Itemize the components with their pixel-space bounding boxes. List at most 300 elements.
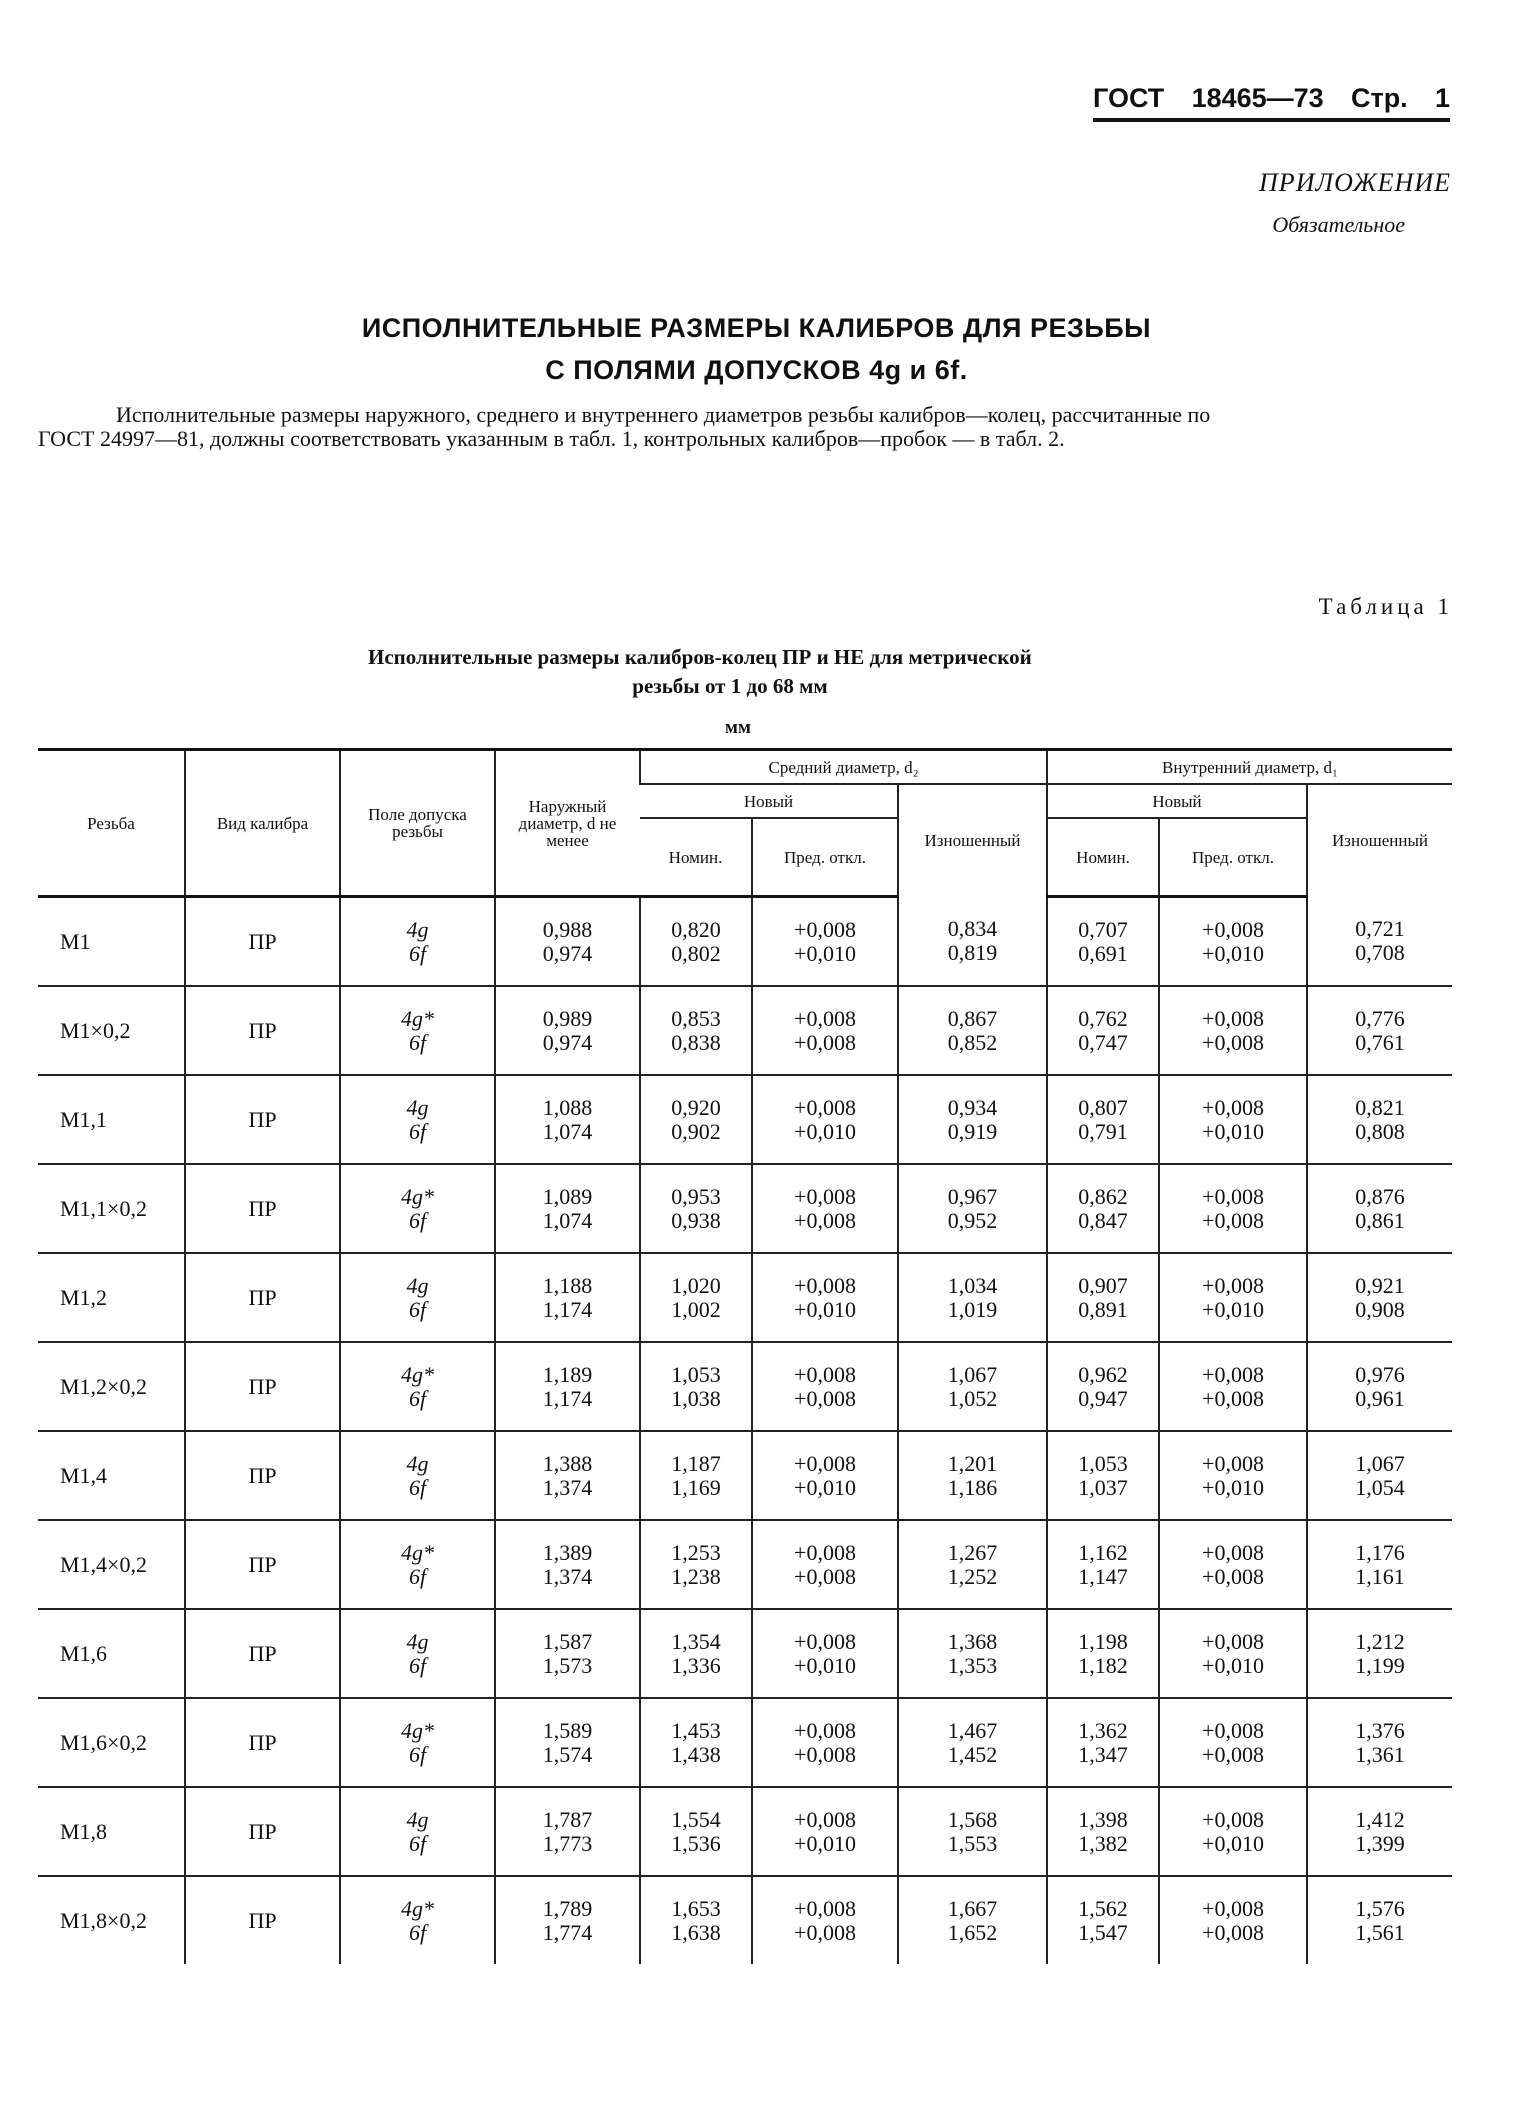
cell-outer-diameter-value: 1,574 bbox=[542, 1741, 593, 1767]
document-title-line-2: С ПОЛЯМИ ДОПУСКОВ 4g и 6f. bbox=[545, 355, 968, 385]
cell-tolerance-field bbox=[340, 1342, 495, 1431]
cell-tolerance-field-value: 6f bbox=[408, 1385, 427, 1411]
table-row bbox=[38, 1876, 1452, 1964]
table-row bbox=[38, 1609, 1452, 1698]
cell-inner-nominal-value: 1,562 bbox=[1078, 1895, 1128, 1921]
cell-tolerance-field bbox=[340, 1075, 495, 1164]
cell-gauge-type: ПР bbox=[185, 1164, 340, 1253]
cell-mean-nominal-value: 0,838 bbox=[671, 1029, 721, 1055]
cell-outer-diameter-value: 0,974 bbox=[542, 1029, 593, 1055]
cell-mean-nominal-value: 1,253 bbox=[671, 1539, 721, 1565]
cell-mean-nominal bbox=[640, 897, 752, 987]
cell-tolerance-field-value: 4g bbox=[406, 1272, 429, 1298]
cell-inner-nominal-value: 0,691 bbox=[1078, 940, 1128, 966]
cell-inner-worn-value: 0,761 bbox=[1355, 1029, 1405, 1055]
cell-mean-nominal-value: 1,354 bbox=[671, 1628, 721, 1654]
cell-inner-nominal-value: 1,147 bbox=[1078, 1563, 1128, 1589]
cell-mean-worn-value: 0,834 bbox=[947, 915, 998, 941]
cell-mean-worn-value: 1,201 bbox=[947, 1450, 998, 1476]
table-units: мм bbox=[725, 717, 751, 738]
col-inner-diameter: Внутренний диаметр, d₁ bbox=[1047, 750, 1452, 785]
cell-mean-limit-dev bbox=[752, 1876, 898, 1964]
cell-inner-worn-value: 0,821 bbox=[1355, 1094, 1405, 1120]
cell-tolerance-field bbox=[340, 1520, 495, 1609]
cell-inner-limit-dev-value: +0,008 bbox=[1202, 1005, 1264, 1031]
cell-mean-limit-dev-value: +0,008 bbox=[794, 1361, 856, 1387]
cell-inner-nominal bbox=[1047, 1342, 1159, 1431]
cell-inner-worn bbox=[1307, 1520, 1452, 1609]
cell-inner-limit-dev bbox=[1159, 1342, 1307, 1431]
cell-thread: M1,6×0,2 bbox=[38, 1698, 185, 1787]
cell-inner-worn-value: 0,861 bbox=[1355, 1207, 1405, 1233]
cell-inner-worn-value: 0,808 bbox=[1355, 1118, 1405, 1144]
cell-mean-limit-dev bbox=[752, 1609, 898, 1698]
intro-line-2: ГОСТ 24997—81, должны соответствовать указанным в табл. 1, контрольных калибров—пробок — в табл. 2. bbox=[38, 426, 1065, 451]
table-row bbox=[38, 897, 1452, 987]
cell-mean-worn-value: 0,852 bbox=[947, 1029, 998, 1055]
cell-outer-diameter-value: 1,589 bbox=[542, 1717, 593, 1743]
cell-inner-worn-value: 1,561 bbox=[1355, 1919, 1405, 1945]
cell-inner-limit-dev-value: +0,008 bbox=[1202, 1539, 1264, 1565]
cell-mean-worn-value: 1,353 bbox=[947, 1652, 998, 1678]
table-row bbox=[38, 1342, 1452, 1431]
cell-tolerance-field-value: 4g bbox=[406, 1628, 429, 1654]
annex-title: ПРИЛОЖЕНИЕ bbox=[1259, 168, 1451, 197]
annex-subtitle: Обязательное bbox=[1272, 212, 1405, 237]
cell-inner-nominal-value: 1,382 bbox=[1078, 1830, 1128, 1856]
cell-mean-worn-value: 1,568 bbox=[947, 1806, 998, 1832]
cell-mean-nominal-value: 0,902 bbox=[671, 1118, 721, 1144]
cell-outer-diameter-value: 1,188 bbox=[542, 1272, 593, 1298]
cell-mean-limit-dev bbox=[752, 1342, 898, 1431]
cell-inner-nominal bbox=[1047, 1431, 1159, 1520]
cell-inner-worn-value: 1,361 bbox=[1355, 1741, 1405, 1767]
cell-mean-nominal-value: 1,187 bbox=[671, 1450, 721, 1476]
col-mean-worn: Изношенный bbox=[898, 784, 1047, 897]
cell-mean-worn-value: 0,867 bbox=[947, 1005, 998, 1031]
cell-mean-worn-value: 1,052 bbox=[947, 1385, 998, 1411]
page-number: 1 bbox=[1434, 83, 1450, 113]
cell-outer-diameter-value: 1,088 bbox=[542, 1094, 593, 1120]
cell-mean-nominal-value: 0,820 bbox=[671, 916, 721, 942]
cell-outer-diameter bbox=[495, 1787, 640, 1876]
cell-inner-worn bbox=[1307, 1075, 1452, 1164]
cell-gauge-type: ПР bbox=[185, 1342, 340, 1431]
cell-inner-nominal-value: 1,347 bbox=[1078, 1741, 1128, 1767]
cell-inner-limit-dev-value: +0,008 bbox=[1202, 1717, 1264, 1743]
cell-gauge-type: ПР bbox=[185, 1609, 340, 1698]
cell-mean-limit-dev bbox=[752, 1075, 898, 1164]
cell-mean-worn-value: 1,252 bbox=[947, 1563, 998, 1589]
cell-mean-nominal bbox=[640, 1787, 752, 1876]
cell-inner-nominal-value: 0,707 bbox=[1078, 916, 1128, 942]
cell-inner-limit-dev-value: +0,008 bbox=[1202, 1361, 1264, 1387]
cell-inner-worn-value: 1,067 bbox=[1355, 1450, 1405, 1476]
cell-mean-nominal-value: 0,853 bbox=[671, 1005, 721, 1031]
cell-inner-limit-dev bbox=[1159, 1253, 1307, 1342]
gauge-dimensions-table bbox=[38, 748, 1452, 1964]
cell-inner-limit-dev-value: +0,008 bbox=[1202, 1385, 1264, 1411]
cell-inner-nominal bbox=[1047, 1164, 1159, 1253]
cell-inner-worn-value: 1,054 bbox=[1355, 1474, 1405, 1500]
cell-mean-nominal bbox=[640, 1164, 752, 1253]
cell-inner-limit-dev-value: +0,008 bbox=[1202, 1563, 1264, 1589]
cell-thread: M1,4×0,2 bbox=[38, 1520, 185, 1609]
cell-mean-limit-dev-value: +0,010 bbox=[794, 1474, 856, 1500]
cell-tolerance-field-value: 4g bbox=[406, 1094, 429, 1120]
cell-mean-limit-dev-value: +0,008 bbox=[794, 1385, 856, 1411]
cell-outer-diameter bbox=[495, 1342, 640, 1431]
cell-mean-nominal bbox=[640, 1520, 752, 1609]
cell-inner-nominal bbox=[1047, 1609, 1159, 1698]
cell-inner-nominal bbox=[1047, 1075, 1159, 1164]
cell-mean-nominal-value: 1,453 bbox=[671, 1717, 721, 1743]
cell-inner-limit-dev-value: +0,008 bbox=[1202, 1806, 1264, 1832]
cell-mean-worn-value: 1,652 bbox=[947, 1919, 998, 1945]
cell-mean-nominal-value: 1,038 bbox=[671, 1385, 721, 1411]
col-mean-limit-dev: Пред. откл. bbox=[752, 818, 898, 897]
cell-thread: M1,1 bbox=[38, 1075, 185, 1164]
cell-mean-worn-value: 0,934 bbox=[947, 1094, 998, 1120]
cell-mean-worn-value: 1,019 bbox=[947, 1296, 998, 1322]
cell-mean-nominal-value: 1,002 bbox=[671, 1296, 721, 1322]
cell-inner-nominal-value: 0,962 bbox=[1078, 1361, 1128, 1387]
cell-inner-worn bbox=[1307, 1787, 1452, 1876]
cell-inner-limit-dev bbox=[1159, 1787, 1307, 1876]
cell-inner-worn-value: 0,776 bbox=[1355, 1005, 1405, 1031]
cell-outer-diameter-value: 0,988 bbox=[542, 916, 593, 942]
cell-inner-worn bbox=[1307, 1609, 1452, 1698]
cell-inner-nominal-value: 0,907 bbox=[1078, 1272, 1128, 1298]
cell-mean-limit-dev bbox=[752, 897, 898, 987]
table-row bbox=[38, 1164, 1452, 1253]
cell-tolerance-field-value: 4g* bbox=[401, 1717, 434, 1743]
cell-inner-worn-value: 0,708 bbox=[1355, 939, 1405, 965]
cell-mean-nominal-value: 0,938 bbox=[671, 1207, 721, 1233]
cell-thread: M1×0,2 bbox=[38, 986, 185, 1075]
cell-tolerance-field-value: 6f bbox=[408, 1296, 427, 1322]
cell-tolerance-field-value: 4g bbox=[406, 1450, 429, 1476]
cell-inner-limit-dev-value: +0,010 bbox=[1202, 940, 1264, 966]
cell-inner-worn-value: 1,161 bbox=[1355, 1563, 1405, 1589]
cell-mean-nominal bbox=[640, 1609, 752, 1698]
cell-tolerance-field bbox=[340, 897, 495, 987]
table-row bbox=[38, 1520, 1452, 1609]
cell-mean-worn-value: 0,952 bbox=[947, 1207, 998, 1233]
table-caption-line-2: резьбы от 1 до 68 мм bbox=[632, 674, 828, 698]
cell-thread: M1,2 bbox=[38, 1253, 185, 1342]
cell-mean-nominal-value: 1,638 bbox=[671, 1919, 721, 1945]
cell-tolerance-field bbox=[340, 1253, 495, 1342]
cell-gauge-type: ПР bbox=[185, 986, 340, 1075]
cell-inner-nominal-value: 0,747 bbox=[1078, 1029, 1128, 1055]
cell-inner-limit-dev-value: +0,008 bbox=[1202, 1029, 1264, 1055]
cell-tolerance-field bbox=[340, 1698, 495, 1787]
cell-inner-limit-dev-value: +0,010 bbox=[1202, 1474, 1264, 1500]
cell-inner-worn-value: 1,576 bbox=[1355, 1895, 1405, 1921]
cell-mean-limit-dev bbox=[752, 1253, 898, 1342]
table-row bbox=[38, 1075, 1452, 1164]
cell-mean-limit-dev-value: +0,008 bbox=[794, 1029, 856, 1055]
cell-mean-nominal-value: 1,336 bbox=[671, 1652, 721, 1678]
cell-mean-limit-dev bbox=[752, 1431, 898, 1520]
cell-inner-limit-dev bbox=[1159, 1876, 1307, 1964]
table-row bbox=[38, 1698, 1452, 1787]
cell-mean-worn bbox=[898, 897, 1047, 987]
cell-inner-worn-value: 0,976 bbox=[1355, 1361, 1405, 1387]
intro-line-1: Исполнительные размеры наружного, среднего и внутреннего диаметров резьбы калибров—колец, рассчитанные по bbox=[116, 402, 1211, 427]
cell-inner-worn-value: 0,921 bbox=[1355, 1272, 1405, 1298]
cell-mean-worn-value: 1,067 bbox=[947, 1361, 998, 1387]
cell-mean-worn-value: 1,368 bbox=[947, 1628, 998, 1654]
cell-tolerance-field-value: 6f bbox=[408, 1830, 427, 1856]
cell-tolerance-field-value: 4g* bbox=[401, 1539, 434, 1565]
cell-mean-limit-dev-value: +0,008 bbox=[794, 1539, 856, 1565]
cell-tolerance-field bbox=[340, 1787, 495, 1876]
cell-mean-limit-dev-value: +0,010 bbox=[794, 1118, 856, 1144]
cell-mean-nominal bbox=[640, 1342, 752, 1431]
cell-inner-worn bbox=[1307, 1876, 1452, 1964]
cell-mean-limit-dev-value: +0,008 bbox=[794, 1207, 856, 1233]
cell-outer-diameter bbox=[495, 1431, 640, 1520]
cell-outer-diameter bbox=[495, 897, 640, 987]
cell-outer-diameter bbox=[495, 1698, 640, 1787]
cell-inner-limit-dev bbox=[1159, 1164, 1307, 1253]
cell-mean-worn-value: 1,034 bbox=[947, 1272, 998, 1298]
cell-mean-limit-dev bbox=[752, 1787, 898, 1876]
col-outer-diameter: Наружный диаметр, d не менее bbox=[495, 750, 640, 897]
cell-inner-worn bbox=[1307, 1164, 1452, 1253]
cell-inner-limit-dev bbox=[1159, 986, 1307, 1075]
cell-mean-limit-dev-value: +0,010 bbox=[794, 1296, 856, 1322]
cell-tolerance-field-value: 6f bbox=[408, 1474, 427, 1500]
cell-outer-diameter bbox=[495, 1520, 640, 1609]
cell-mean-limit-dev-value: +0,008 bbox=[794, 1563, 856, 1589]
cell-mean-nominal bbox=[640, 1253, 752, 1342]
cell-tolerance-field-value: 4g* bbox=[401, 1183, 434, 1209]
cell-inner-nominal-value: 1,362 bbox=[1078, 1717, 1128, 1743]
cell-tolerance-field-value: 6f bbox=[408, 940, 427, 966]
cell-inner-limit-dev bbox=[1159, 1698, 1307, 1787]
cell-inner-limit-dev-value: +0,010 bbox=[1202, 1652, 1264, 1678]
cell-mean-limit-dev-value: +0,008 bbox=[794, 1806, 856, 1832]
col-thread: Резьба bbox=[38, 750, 185, 897]
cell-inner-limit-dev-value: +0,008 bbox=[1202, 1183, 1264, 1209]
cell-thread: M1,6 bbox=[38, 1609, 185, 1698]
cell-outer-diameter-value: 1,374 bbox=[542, 1474, 593, 1500]
cell-mean-nominal-value: 1,653 bbox=[671, 1895, 721, 1921]
cell-mean-limit-dev-value: +0,008 bbox=[794, 1741, 856, 1767]
cell-outer-diameter-value: 1,374 bbox=[542, 1563, 593, 1589]
cell-mean-nominal bbox=[640, 1698, 752, 1787]
cell-gauge-type: ПР bbox=[185, 1075, 340, 1164]
col-tolerance-field: Поле допуска резьбы bbox=[340, 750, 495, 897]
cell-inner-limit-dev-value: +0,008 bbox=[1202, 1741, 1264, 1767]
cell-mean-worn bbox=[898, 1075, 1047, 1164]
cell-gauge-type: ПР bbox=[185, 1787, 340, 1876]
cell-tolerance-field-value: 6f bbox=[408, 1118, 427, 1144]
col-mean-nominal: Номин. bbox=[640, 818, 752, 897]
cell-outer-diameter-value: 1,389 bbox=[542, 1539, 593, 1565]
cell-mean-worn bbox=[898, 1342, 1047, 1431]
cell-mean-worn bbox=[898, 1520, 1047, 1609]
table-caption-line-1: Исполнительные размеры калибров-колец ПР и НЕ для метрической bbox=[368, 645, 1032, 669]
intro-paragraph bbox=[38, 403, 1452, 451]
cell-outer-diameter-value: 1,089 bbox=[542, 1183, 593, 1209]
cell-inner-worn bbox=[1307, 1342, 1452, 1431]
cell-mean-nominal bbox=[640, 1075, 752, 1164]
cell-tolerance-field-value: 4g bbox=[406, 1806, 429, 1832]
cell-outer-diameter-value: 1,587 bbox=[542, 1628, 593, 1654]
cell-inner-worn bbox=[1307, 1698, 1452, 1787]
cell-mean-nominal-value: 0,920 bbox=[671, 1094, 721, 1120]
cell-outer-diameter bbox=[495, 1876, 640, 1964]
cell-mean-limit-dev-value: +0,008 bbox=[794, 1005, 856, 1031]
cell-mean-nominal bbox=[640, 986, 752, 1075]
cell-mean-worn bbox=[898, 1787, 1047, 1876]
cell-inner-limit-dev bbox=[1159, 1520, 1307, 1609]
cell-outer-diameter-value: 1,074 bbox=[542, 1207, 593, 1233]
cell-tolerance-field-value: 4g* bbox=[401, 1005, 434, 1031]
cell-mean-worn bbox=[898, 1609, 1047, 1698]
cell-mean-worn-value: 0,919 bbox=[947, 1118, 998, 1144]
cell-mean-limit-dev bbox=[752, 986, 898, 1075]
cell-tolerance-field-value: 4g* bbox=[401, 1361, 434, 1387]
cell-tolerance-field-value: 6f bbox=[408, 1563, 427, 1589]
cell-outer-diameter-value: 0,974 bbox=[542, 940, 593, 966]
cell-inner-nominal-value: 1,162 bbox=[1078, 1539, 1128, 1565]
page-header bbox=[1093, 82, 1450, 122]
cell-mean-nominal-value: 0,953 bbox=[671, 1183, 721, 1209]
cell-mean-worn-value: 1,553 bbox=[947, 1830, 998, 1856]
cell-outer-diameter-value: 1,074 bbox=[542, 1118, 593, 1144]
cell-inner-worn-value: 0,908 bbox=[1355, 1296, 1405, 1322]
cell-outer-diameter-value: 1,774 bbox=[542, 1919, 593, 1945]
cell-gauge-type: ПР bbox=[185, 1520, 340, 1609]
cell-thread: M1 bbox=[38, 897, 185, 987]
cell-gauge-type: ПР bbox=[185, 897, 340, 987]
cell-inner-nominal bbox=[1047, 897, 1159, 987]
cell-inner-worn-value: 1,212 bbox=[1355, 1628, 1405, 1654]
cell-mean-worn-value: 1,452 bbox=[947, 1741, 998, 1767]
cell-outer-diameter-value: 1,189 bbox=[542, 1361, 593, 1387]
cell-mean-nominal-value: 1,438 bbox=[671, 1741, 721, 1767]
cell-mean-worn bbox=[898, 1698, 1047, 1787]
cell-outer-diameter-value: 1,573 bbox=[542, 1652, 593, 1678]
cell-tolerance-field bbox=[340, 1431, 495, 1520]
col-inner-worn: Изношенный bbox=[1307, 784, 1452, 897]
cell-inner-limit-dev-value: +0,008 bbox=[1202, 1895, 1264, 1921]
cell-inner-nominal-value: 1,398 bbox=[1078, 1806, 1128, 1832]
cell-thread: M1,1×0,2 bbox=[38, 1164, 185, 1253]
cell-mean-nominal bbox=[640, 1431, 752, 1520]
cell-inner-limit-dev-value: +0,010 bbox=[1202, 1118, 1264, 1144]
cell-mean-limit-dev-value: +0,008 bbox=[794, 1272, 856, 1298]
cell-inner-worn bbox=[1307, 1253, 1452, 1342]
cell-mean-limit-dev-value: +0,008 bbox=[794, 1717, 856, 1743]
cell-inner-worn-value: 1,199 bbox=[1355, 1652, 1405, 1678]
cell-inner-limit-dev-value: +0,008 bbox=[1202, 1272, 1264, 1298]
cell-mean-nominal-value: 1,238 bbox=[671, 1563, 721, 1589]
cell-tolerance-field-value: 6f bbox=[408, 1919, 427, 1945]
cell-inner-nominal-value: 0,891 bbox=[1078, 1296, 1128, 1322]
cell-inner-worn-value: 1,412 bbox=[1355, 1806, 1405, 1832]
cell-mean-nominal bbox=[640, 1876, 752, 1964]
cell-inner-nominal-value: 0,862 bbox=[1078, 1183, 1128, 1209]
col-mean-new: Новый bbox=[640, 784, 898, 818]
cell-inner-nominal-value: 1,037 bbox=[1078, 1474, 1128, 1500]
cell-outer-diameter bbox=[495, 1075, 640, 1164]
cell-inner-nominal-value: 0,847 bbox=[1078, 1207, 1128, 1233]
table-row bbox=[38, 1787, 1452, 1876]
cell-inner-limit-dev bbox=[1159, 1075, 1307, 1164]
cell-thread: M1,2×0,2 bbox=[38, 1342, 185, 1431]
gost-label: ГОСТ bbox=[1093, 83, 1165, 113]
cell-inner-worn bbox=[1307, 1431, 1452, 1520]
cell-inner-limit-dev bbox=[1159, 1609, 1307, 1698]
cell-mean-nominal-value: 1,169 bbox=[671, 1474, 721, 1500]
cell-inner-limit-dev-value: +0,008 bbox=[1202, 1919, 1264, 1945]
cell-mean-nominal-value: 1,554 bbox=[671, 1806, 721, 1832]
cell-inner-worn-value: 1,176 bbox=[1355, 1539, 1405, 1565]
cell-outer-diameter-value: 1,789 bbox=[542, 1895, 593, 1921]
cell-gauge-type: ПР bbox=[185, 1876, 340, 1964]
cell-tolerance-field-value: 6f bbox=[408, 1741, 427, 1767]
cell-outer-diameter-value: 0,989 bbox=[542, 1005, 593, 1031]
cell-tolerance-field-value: 6f bbox=[408, 1207, 427, 1233]
cell-mean-nominal-value: 1,053 bbox=[671, 1361, 721, 1387]
cell-inner-nominal-value: 0,762 bbox=[1078, 1005, 1128, 1031]
col-inner-new: Новый bbox=[1047, 784, 1307, 818]
cell-inner-worn-value: 0,876 bbox=[1355, 1183, 1405, 1209]
cell-tolerance-field bbox=[340, 1609, 495, 1698]
cell-inner-limit-dev bbox=[1159, 897, 1307, 987]
cell-inner-nominal-value: 1,053 bbox=[1078, 1450, 1128, 1476]
cell-mean-limit-dev-value: +0,010 bbox=[794, 1652, 856, 1678]
cell-mean-limit-dev bbox=[752, 1164, 898, 1253]
cell-inner-nominal bbox=[1047, 1787, 1159, 1876]
cell-inner-limit-dev bbox=[1159, 1431, 1307, 1520]
cell-tolerance-field bbox=[340, 986, 495, 1075]
cell-inner-limit-dev-value: +0,010 bbox=[1202, 1830, 1264, 1856]
cell-mean-worn-value: 0,967 bbox=[947, 1183, 998, 1209]
cell-gauge-type: ПР bbox=[185, 1431, 340, 1520]
cell-inner-worn-value: 1,399 bbox=[1355, 1830, 1405, 1856]
cell-mean-limit-dev-value: +0,010 bbox=[794, 940, 856, 966]
cell-outer-diameter bbox=[495, 1164, 640, 1253]
cell-outer-diameter-value: 1,388 bbox=[542, 1450, 593, 1476]
cell-mean-worn bbox=[898, 1431, 1047, 1520]
cell-mean-limit-dev-value: +0,008 bbox=[794, 1628, 856, 1654]
cell-tolerance-field-value: 4g* bbox=[401, 1895, 434, 1921]
cell-mean-limit-dev-value: +0,008 bbox=[794, 916, 856, 942]
cell-mean-limit-dev-value: +0,008 bbox=[794, 1895, 856, 1921]
cell-inner-nominal-value: 1,198 bbox=[1078, 1628, 1128, 1654]
table-number: Таблица 1 bbox=[1318, 594, 1453, 619]
cell-mean-worn bbox=[898, 986, 1047, 1075]
cell-mean-worn bbox=[898, 1164, 1047, 1253]
cell-mean-nominal-value: 0,802 bbox=[671, 940, 721, 966]
cell-tolerance-field-value: 6f bbox=[408, 1652, 427, 1678]
cell-mean-limit-dev-value: +0,008 bbox=[794, 1919, 856, 1945]
table-row bbox=[38, 1431, 1452, 1520]
cell-tolerance-field-value: 6f bbox=[408, 1029, 427, 1055]
col-mean-diameter: Средний диаметр, d₂ bbox=[640, 750, 1047, 785]
cell-outer-diameter-value: 1,174 bbox=[542, 1296, 593, 1322]
cell-inner-worn bbox=[1307, 897, 1452, 987]
cell-mean-worn-value: 0,819 bbox=[947, 939, 998, 965]
cell-inner-worn-value: 0,721 bbox=[1355, 915, 1405, 941]
